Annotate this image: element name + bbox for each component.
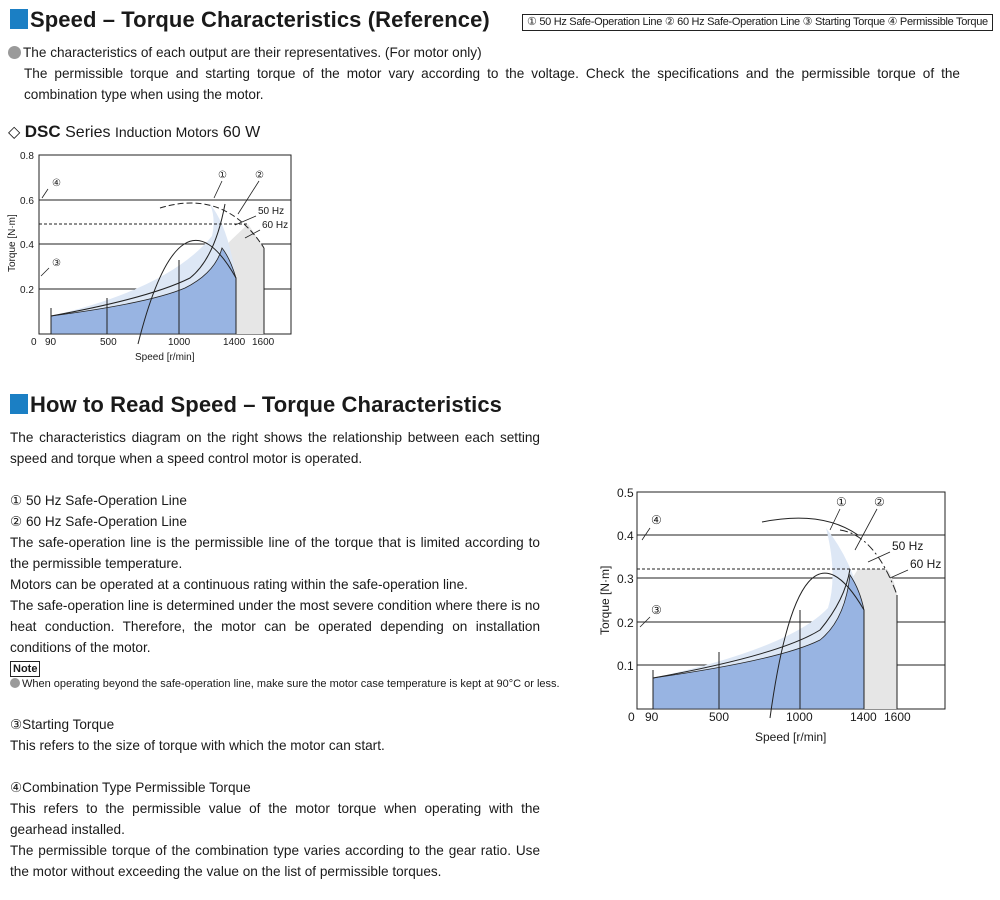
section1-paragraph: The permissible torque and starting torque of the motor vary according to the voltage. Check the specifications and the permissible torque of the combination type when using the motor. xyxy=(24,66,960,102)
safe-desc-2: Motors can be operated at a continuous rating within the safe-operation line. xyxy=(10,577,468,592)
note-label: Note xyxy=(10,659,40,677)
chart-small-label-60hz: 60 Hz xyxy=(262,220,289,231)
chart-small-xtick-1600: 1600 xyxy=(252,337,275,348)
chart-large-ytick-0.4: 0.4 xyxy=(617,529,634,543)
chart-small-xtick-90: 90 xyxy=(45,337,57,348)
bullet-dot-icon xyxy=(10,678,20,688)
chart-small-xlabel: Speed [r/min] xyxy=(135,352,195,363)
chart-small-y-ticks xyxy=(20,151,34,296)
chart-large-ylabel: Torque [N·m] xyxy=(598,565,612,635)
chart-large-ytick-0.3: 0.3 xyxy=(617,572,634,586)
bullet-note: The characteristics of each output are their representatives. (For motor only) xyxy=(8,42,482,63)
note-text: When operating beyond the safe-operation line, make sure the motor case temperature is kept at 90°C or less. xyxy=(10,676,560,692)
item4-desc-2: The permissible torque of the combination type varies according to the gear ratio. Use the motor without exceeding the value on the list of permissible torques. xyxy=(10,843,540,879)
chart-large-xtick-1600: 1600 xyxy=(884,710,911,724)
item1-label: ① 50 Hz Safe-Operation Line xyxy=(10,493,187,508)
item3-label: ③Starting Torque xyxy=(10,717,115,732)
chart-large-ytick-0.2: 0.2 xyxy=(617,616,634,630)
chart-small-ytick-0.2: 0.2 xyxy=(20,285,34,296)
chart-large-label-50hz: 50 Hz xyxy=(892,539,924,553)
chart-large-marker-2: ② xyxy=(874,495,885,509)
bullet-dot-icon xyxy=(8,46,21,59)
chart-large-label-60hz: 60 Hz xyxy=(910,557,942,571)
chart-small-label-50hz: 50 Hz xyxy=(258,206,285,217)
chart-small-xtick-500: 500 xyxy=(100,337,117,348)
chart-small-marker-2: ② xyxy=(255,170,264,181)
chart-large-xtick-0: 0 xyxy=(628,710,635,724)
chart-large-xtick-1000: 1000 xyxy=(786,710,813,724)
chart-small-ylabel: Torque [N·m] xyxy=(7,214,18,272)
item4-desc-1: This refers to the permissible value of the motor torque when operating with the gearhead installed. xyxy=(10,801,540,837)
chart-large-xtick-1400: 1400 xyxy=(850,710,877,724)
chart-small-x-ticks xyxy=(31,337,275,348)
section-marker-square xyxy=(10,9,28,29)
chart-small-marker-3: ③ xyxy=(52,258,61,269)
chart-large-xtick-500: 500 xyxy=(709,710,730,724)
chart-large xyxy=(590,480,960,755)
chart-small-ytick-0.8: 0.8 xyxy=(20,151,34,162)
chart-small-marker-1: ① xyxy=(218,170,227,181)
chart-small xyxy=(0,148,310,368)
chart-large-x-ticks xyxy=(628,710,911,724)
chart-large-ytick-0.5: 0.5 xyxy=(617,486,634,500)
safe-desc-1: The safe-operation line is the permissible line of the torque that is limited according to the permissible temperature. xyxy=(10,535,540,571)
chart-large-xtick-90: 90 xyxy=(645,710,659,724)
chart-small-xtick-1400: 1400 xyxy=(223,337,246,348)
series-heading xyxy=(8,122,260,142)
chart-small-ytick-0.6: 0.6 xyxy=(20,196,34,207)
diamond-icon: ◇ xyxy=(8,124,21,141)
item3-desc: This refers to the size of torque with which the motor can start. xyxy=(10,738,385,753)
item2-label: ② 60 Hz Safe-Operation Line xyxy=(10,514,187,529)
chart-large-ytick-0.1: 0.1 xyxy=(617,659,634,673)
series-word: Series xyxy=(65,124,111,141)
chart-small-xtick-1000: 1000 xyxy=(168,337,191,348)
chart-large-marker-3: ③ xyxy=(651,603,662,617)
section1-title: Speed – Torque Characteristics (Reference) xyxy=(10,7,490,33)
chart-large-y-ticks xyxy=(617,486,634,673)
series-power: 60 W xyxy=(222,124,261,141)
item4-label: ④Combination Type Permissible Torque xyxy=(10,780,251,795)
chart-large-marker-1: ① xyxy=(836,495,847,509)
legend-box: ① 50 Hz Safe-Operation Line ② 60 Hz Safe-Operation Line ③ Starting Torque ④ Permissible Torque xyxy=(522,14,993,31)
chart-small-xtick-0: 0 xyxy=(31,337,37,348)
chart-small-ytick-0.4: 0.4 xyxy=(20,240,34,251)
safe-desc-3: The safe-operation line is determined under the most severe condition where there is no heat conduction. Therefore, the motor can be operated depending on installation conditions of the motor. xyxy=(10,598,540,655)
series-type: Induction Motors xyxy=(114,124,219,140)
series-name: DSC xyxy=(24,122,61,141)
chart-large-marker-4: ④ xyxy=(651,513,662,527)
section-marker-square xyxy=(10,394,28,414)
chart-small-marker-4: ④ xyxy=(52,178,61,189)
chart-large-xlabel: Speed [r/min] xyxy=(755,730,827,744)
section2-intro: The characteristics diagram on the right shows the relationship between each setting speed and torque when a speed control motor is operated. xyxy=(10,430,540,466)
section2-title: How to Read Speed – Torque Characteristics xyxy=(10,392,502,418)
